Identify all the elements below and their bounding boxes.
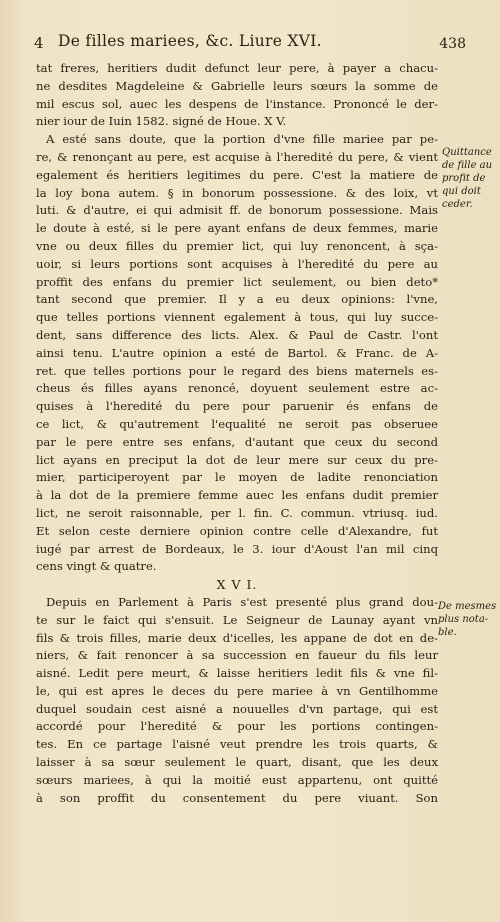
text-line: que telles portions viennent egalement à tous, qui luy succe- [36, 310, 438, 325]
text-line: aisné. Ledit pere meurt, & laisse heritiers ledit fils & vne fil- [36, 666, 438, 681]
text-line: uoir, si leurs portions sont acquises à l'heredité du pere au [36, 256, 438, 271]
text-line: A esté sans doute, que la portion d'vne fille mariee par pe- [46, 132, 438, 147]
text-line: vne ou deux filles du premier lict, qui luy renoncent, à sça- [36, 238, 438, 253]
text-line: tant second que premier. Il y a eu deux opinions: l'vne, [36, 292, 438, 307]
text-line: lict ayans en preciput la dot de leur mere sur ceux du pre- [36, 452, 438, 467]
text-line: cens vingt & quatre. [36, 559, 157, 574]
body-text [36, 60, 438, 807]
text-line: cheus és filles ayans renoncé, doyuent seulement estre ac- [36, 381, 438, 396]
text-line: à son proffit du consentement du pere viuant. Son [36, 790, 438, 805]
folio-right: 438 [439, 36, 466, 52]
text-line: fils & trois filles, marie deux d'icelles, les appane de dot en de- [36, 630, 438, 645]
running-title: De filles mariees, &c. Liure XVI. [58, 32, 322, 50]
text-line: accordé pour l'heredité & pour les portions contingen- [36, 719, 438, 734]
text-line: re, & renonçant au pere, est acquise à l'heredité du pere, & vient [36, 149, 438, 164]
text-line: mil escus sol, auec les despens de l'instance. Prononcé le der- [36, 96, 438, 111]
text-line: mier, participeroyent par le moyen de ladite renonciation [36, 470, 438, 485]
text-line: le, qui est apres le deces du pere mariee à vn Gentilhomme [36, 683, 438, 698]
text-line: sœurs mariees, à qui la moitié eust appartenu, ont quitté [36, 772, 438, 787]
text-line: par le pere entre ses enfans, d'autant que ceux du second [36, 434, 438, 449]
text-line: niers, & fait renoncer à sa succession en faueur du fils leur [36, 648, 438, 663]
text-line: proffit des enfans du premier lict seulement, ou bien deto* [36, 274, 438, 289]
text-line: laisser à sa sœur seulement le quart, disant, que les deux [36, 755, 438, 770]
text-line: ne desdites Magdeleine & Gabrielle leurs sœurs la somme de [36, 78, 438, 93]
text-line: te sur le faict qui s'ensuit. Le Seigneur de Launay ayant vn [36, 612, 438, 627]
text-line: Depuis en Parlement à Paris s'est presenté plus grand dou- [46, 594, 438, 609]
text-line: egalement és heritiers legitimes du pere. C'est la matiere de [36, 167, 438, 182]
margin-note-de-mesmes: De mesmes plus nota- ble. [438, 601, 497, 638]
page-header [34, 32, 466, 56]
text-line: ret. que telles portions pour le regard des biens maternels es- [36, 363, 438, 378]
text-line: tes. En ce partage l'aisné veut prendre les trois quarts, & [36, 737, 438, 752]
text-line: la loy bona autem. § in bonorum possessione. & des loix, vt [36, 185, 438, 200]
text-line: le doute à esté, si le pere ayant enfans de deux femmes, marie [36, 221, 438, 236]
margin-note-quittance: Quittance de fille au profit de qui doit ceder. [442, 147, 493, 210]
text-line: iugé par arrest de Bordeaux, le 3. iour d'Aoust l'an mil cinq [36, 541, 438, 556]
text-line: duquel soudain cest aisné a nouuelles d'vn partage, qui est [36, 701, 438, 716]
section-heading: X V I. [216, 577, 258, 593]
text-line: ce lict, & qu'autrement l'equalité ne seroit pas obseruee [36, 416, 438, 431]
text-line: quises à l'heredité du pere pour paruenir és enfans de [36, 399, 438, 414]
text-line: tat freres, heritiers dudit defunct leur pere, à payer a chacu- [36, 61, 438, 75]
text-line: dent, sans difference des licts. Alex. & Paul de Castr. l'ont [36, 327, 438, 342]
text-line: Et selon ceste derniere opinion contre celle d'Alexandre, fut [36, 523, 438, 538]
text-line: à la dot de la premiere femme auec les enfans dudit premier [36, 488, 438, 503]
text-line: luti. & d'autre, ei qui admisit ff. de bonorum possessione. Mais [36, 203, 438, 218]
text-line: nier iour de Iuin 1582. signé de Houe. X V. [36, 114, 287, 129]
folio-left: 4 [34, 34, 44, 52]
text-line: lict, ne seroit raisonnable, per l. fin. C. commun. vtriusq. iud. [36, 505, 438, 520]
text-line: ainsi tenu. L'autre opinion a esté de Bartol. & Franc. de A- [36, 345, 438, 360]
